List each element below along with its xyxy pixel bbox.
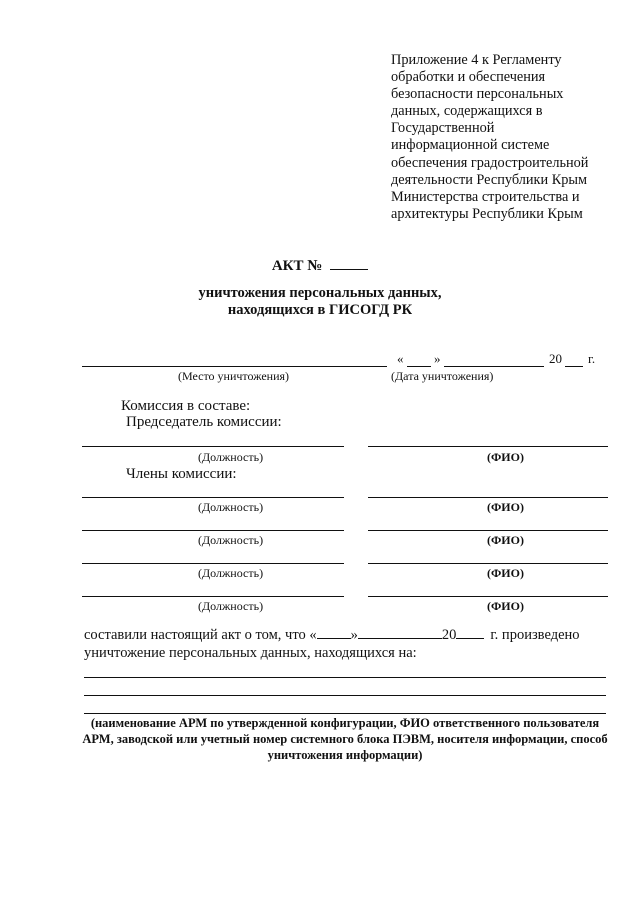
media-description-caption: (наименование АРМ по утвержденной конфигурации, ФИО ответственного пользователя АРМ, заводской или учетный номер системного блока ПЭВМ, носителя информации, способ уничтожения информации) [82, 716, 608, 762]
member-fio-caption: (ФИО) [487, 500, 524, 514]
chair-position-field[interactable] [82, 446, 344, 447]
appendix-line: обработки и обеспечения [391, 69, 546, 86]
appendix-line: безопасности персональных [391, 86, 564, 103]
media-line[interactable] [84, 713, 606, 714]
statement-quote-close: » [350, 627, 358, 643]
date-quote-close: » [434, 351, 441, 366]
date-caption: (Дата уничтожения) [391, 369, 494, 383]
statement-year-field[interactable] [456, 638, 484, 639]
statement-year-prefix: 20 [441, 627, 457, 643]
appendix-line: Министерства строительства и [391, 188, 580, 205]
commission-composition-label: Комиссия в составе: [121, 398, 251, 414]
member-fio-field[interactable] [368, 530, 608, 531]
place-field[interactable] [82, 366, 387, 367]
act-number-field[interactable] [330, 269, 368, 270]
appendix-line: деятельности Республики Крым [391, 171, 588, 188]
statement-start: составили настоящий акт о том, что « [84, 627, 317, 643]
date-month-field[interactable] [444, 366, 544, 367]
member-position-field[interactable] [82, 596, 344, 597]
member-fio-caption: (ФИО) [487, 533, 524, 547]
statement-line2: уничтожение персональных данных, находящихся на: [84, 645, 417, 661]
chair-position-caption: (Должность) [198, 450, 264, 464]
date-day-field[interactable] [407, 366, 431, 367]
member-fio-caption: (ФИО) [487, 566, 524, 580]
date-year-prefix: 20 [549, 351, 562, 366]
appendix-header [391, 52, 621, 223]
members-label: Члены комиссии: [126, 466, 237, 482]
act-subtitle [0, 285, 640, 319]
statement-month-field[interactable] [358, 638, 442, 639]
member-position-caption: (Должность) [198, 599, 264, 613]
appendix-line: обеспечения градостроительной [391, 154, 589, 171]
appendix-line: данных, содержащихся в [391, 103, 543, 120]
media-line[interactable] [84, 677, 606, 678]
appendix-line: Государственной [391, 120, 495, 137]
act-subtitle-line1: уничтожения персональных данных, [198, 285, 442, 301]
date-year-suffix: г. [588, 351, 596, 366]
member-fio-field[interactable] [368, 497, 608, 498]
act-number-label: АКТ № [271, 258, 323, 274]
member-position-caption: (Должность) [198, 500, 264, 514]
statement-end: г. произведено [490, 627, 580, 643]
act-title [0, 258, 640, 275]
statement-day-field[interactable] [317, 638, 351, 639]
appendix-line: архитектуры Республики Крым [391, 205, 583, 222]
member-position-field[interactable] [82, 563, 344, 564]
chair-label: Председатель комиссии: [126, 414, 282, 430]
member-position-field[interactable] [82, 497, 344, 498]
member-fio-field[interactable] [368, 596, 608, 597]
chair-fio-field[interactable] [368, 446, 608, 447]
statement-line1 [84, 627, 580, 644]
member-position-caption: (Должность) [198, 533, 264, 547]
date-year-field[interactable] [565, 366, 583, 367]
act-subtitle-line2: находящихся в ГИСОГД РК [227, 302, 413, 318]
date-quote-open: « [397, 351, 404, 366]
appendix-line: Приложение 4 к Регламенту [391, 52, 562, 68]
chair-fio-caption: (ФИО) [487, 450, 524, 464]
member-position-caption: (Должность) [198, 566, 264, 580]
media-line[interactable] [84, 695, 606, 696]
member-fio-field[interactable] [368, 563, 608, 564]
place-caption: (Место уничтожения) [178, 369, 290, 383]
appendix-line: информационной системе [391, 137, 550, 154]
member-fio-caption: (ФИО) [487, 599, 524, 613]
member-position-field[interactable] [82, 530, 344, 531]
